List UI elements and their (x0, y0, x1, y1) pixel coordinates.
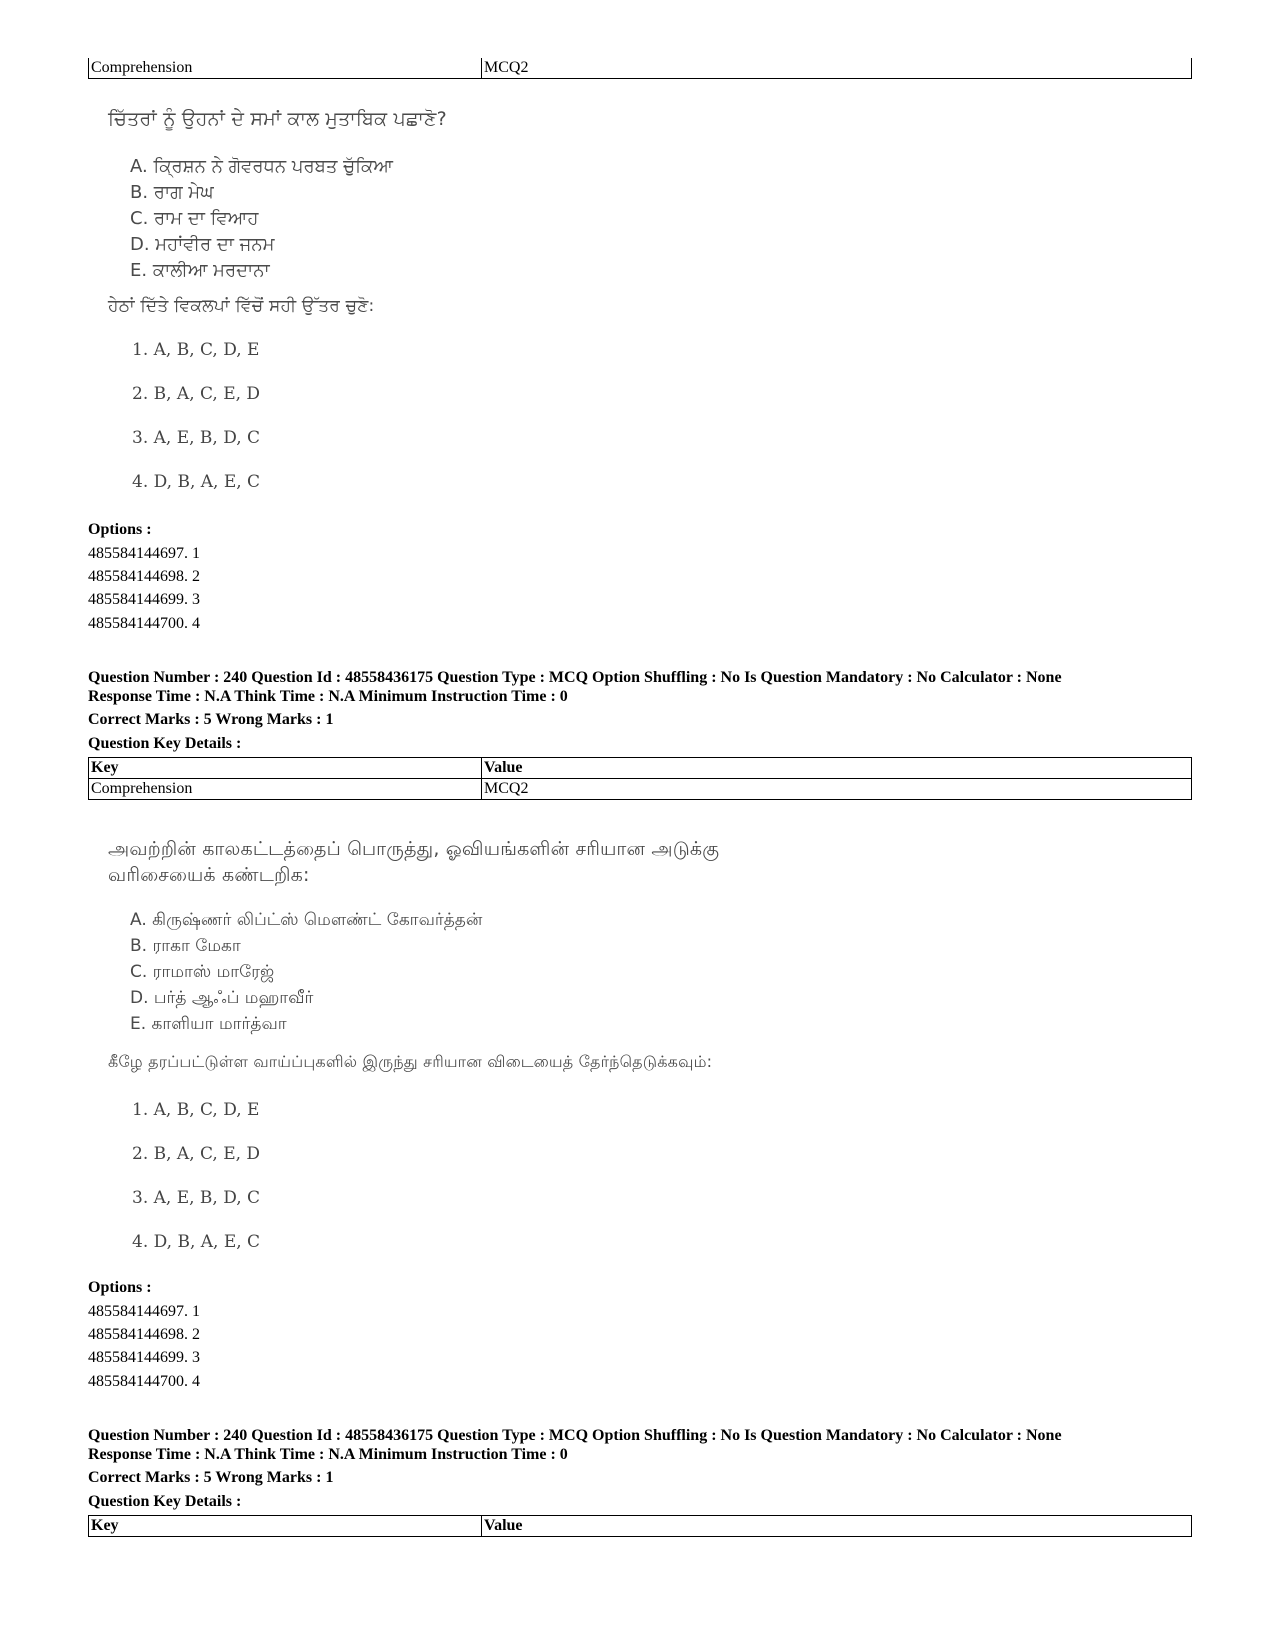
table-cell-value: MCQ2 (482, 58, 1192, 79)
question-prompt: ਚਿੱਤਰਾਂ ਨੂੰ ਉਹਨਾਂ ਦੇ ਸਮਾਂ ਕਾਲ ਮੁਤਾਬਿਕ ਪਛਾਣੋ? (108, 108, 447, 130)
question-item: D. பர்த் ஆஃப் மஹாவீர் (130, 988, 314, 1008)
table-cell-key: Comprehension (89, 779, 482, 800)
answer-choice: 1. A, B, C, D, E (132, 340, 260, 360)
table-header-row (89, 758, 1192, 779)
options-label: Options : (88, 1279, 152, 1296)
answer-choice: 3. A, E, B, D, C (132, 428, 261, 448)
question-meta-line: Response Time : N.A Think Time : N.A Minimum Instruction Time : 0 (88, 688, 568, 705)
question-meta-line: Question Number : 240 Question Id : 48558436175 Question Type : MCQ Option Shuffling : No Is Question Mandatory : No Calculator : None (88, 1427, 1062, 1444)
answer-choice: 4. D, B, A, E, C (132, 1232, 261, 1252)
option-item: 485584144700. 4 (88, 1373, 200, 1390)
question-item: A. ਕ੍ਰਿਸ਼ਨ ਨੇ ਗੋਵਰਧਨ ਪਰਬਤ ਚੁੱਕਿਆ (130, 156, 393, 177)
marks-line: Correct Marks : 5 Wrong Marks : 1 (88, 1469, 334, 1486)
key-details-label: Question Key Details : (88, 1493, 242, 1510)
question-item: E. ਕਾਲੀਆ ਮਰਦਾਨਾ (130, 260, 270, 281)
option-item: 485584144697. 1 (88, 1303, 200, 1320)
option-item: 485584144697. 1 (88, 545, 200, 562)
question-meta-line: Response Time : N.A Think Time : N.A Minimum Instruction Time : 0 (88, 1446, 568, 1463)
marks-line: Correct Marks : 5 Wrong Marks : 1 (88, 711, 334, 728)
table-cell-value: MCQ2 (482, 779, 1192, 800)
option-item: 485584144700. 4 (88, 615, 200, 632)
table-header-value: Value (482, 1516, 1192, 1537)
answer-choice: 3. A, E, B, D, C (132, 1188, 261, 1208)
question-prompt: வரிசையைக் கண்டறிக: (108, 864, 310, 886)
key-details-table (88, 757, 1192, 800)
table-header-row (89, 1516, 1192, 1537)
question-item: D. ਮਹਾਂਵੀਰ ਦਾ ਜਨਮ (130, 234, 275, 255)
key-details-table (88, 1515, 1192, 1537)
question-item: A. கிருஷ்ணர் லிப்ட்ஸ் மௌண்ட் கோவர்த்தன் (130, 910, 483, 930)
table-header-value: Value (482, 758, 1192, 779)
question-item: B. ராகா மேகா (130, 936, 241, 956)
question-item: C. ராமாஸ் மாரேஜ் (130, 962, 275, 982)
option-item: 485584144699. 3 (88, 1349, 200, 1366)
table-row (89, 58, 1192, 79)
options-label: Options : (88, 521, 152, 538)
key-details-table-top (88, 58, 1192, 79)
table-header-key: Key (89, 1516, 482, 1537)
key-details-label: Question Key Details : (88, 735, 242, 752)
table-row (89, 779, 1192, 800)
answer-choice: 4. D, B, A, E, C (132, 472, 261, 492)
question-instruction: ਹੇਠਾਂ ਦਿੱਤੇ ਵਿਕਲਪਾਂ ਵਿੱਚੋਂ ਸਹੀ ਉੱਤਰ ਚੁਣੋ: (108, 296, 375, 316)
table-cell-key: Comprehension (89, 58, 482, 79)
table-header-key: Key (89, 758, 482, 779)
answer-choice: 1. A, B, C, D, E (132, 1100, 260, 1120)
answer-choice: 2. B, A, C, E, D (132, 384, 261, 404)
answer-choice: 2. B, A, C, E, D (132, 1144, 261, 1164)
option-item: 485584144698. 2 (88, 1326, 200, 1343)
question-item: B. ਰਾਗ ਮੇਘ (130, 182, 214, 203)
option-item: 485584144699. 3 (88, 591, 200, 608)
question-item: E. காளியா மார்த்வா (130, 1014, 287, 1034)
question-instruction: கீழே தரப்பட்டுள்ள வாய்ப்புகளில் இருந்து சரியான விடையைத் தேர்ந்தெடுக்கவும்: (108, 1052, 713, 1071)
question-prompt: அவற்றின் காலகட்டத்தைப் பொருத்து, ஓவியங்களின் சரியான அடுக்கு (108, 838, 720, 860)
option-item: 485584144698. 2 (88, 568, 200, 585)
question-item: C. ਰਾਮ ਦਾ ਵਿਆਹ (130, 208, 259, 229)
question-meta-line: Question Number : 240 Question Id : 48558436175 Question Type : MCQ Option Shuffling : No Is Question Mandatory : No Calculator : None (88, 669, 1062, 686)
